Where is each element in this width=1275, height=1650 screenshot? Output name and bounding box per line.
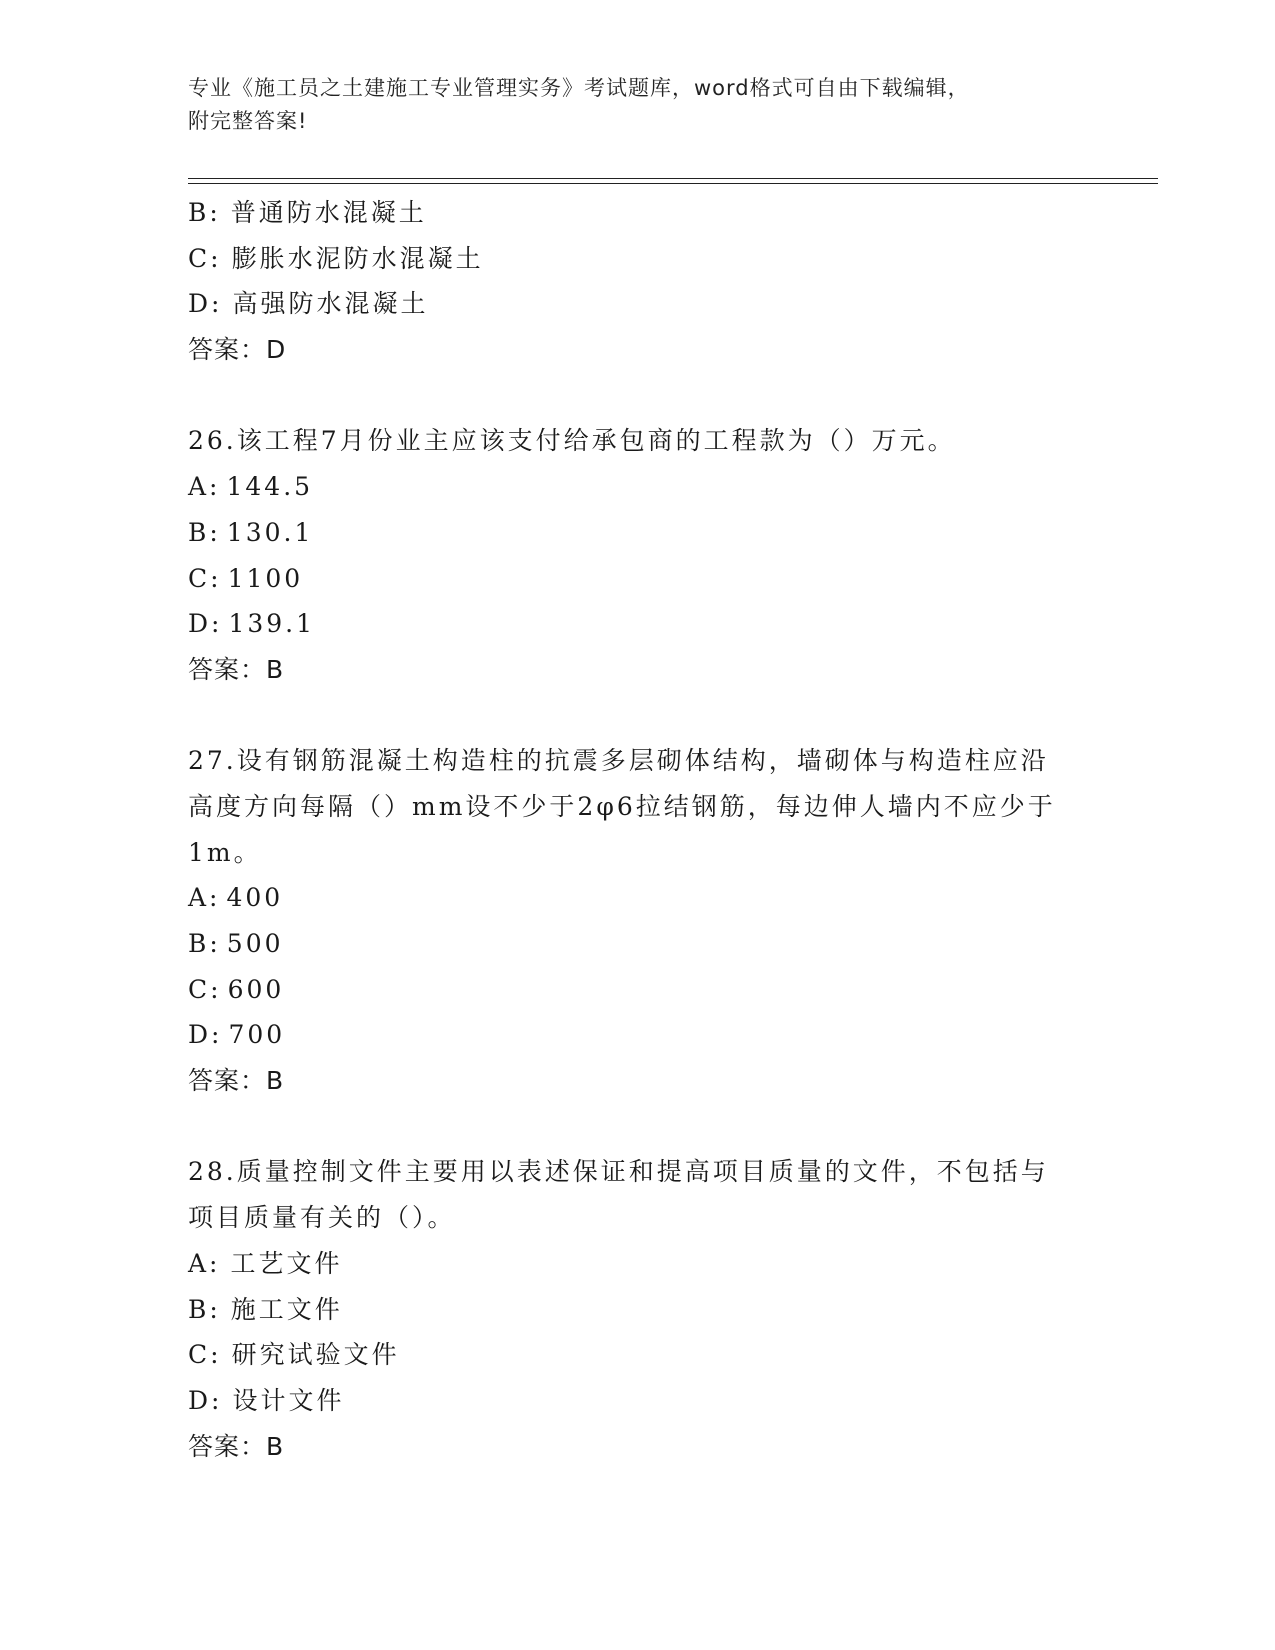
option-c: C: 膨胀水泥防水混凝土: [188, 243, 484, 273]
option-c: C: 研究试验文件: [188, 1340, 400, 1370]
question-text: 26.该工程7月份业主应该支付给承包商的工程款为（）万元。: [188, 426, 956, 456]
option-b: B: 500: [188, 929, 284, 958]
option-a: A: 工艺文件: [188, 1248, 343, 1278]
spacer: [188, 373, 1088, 419]
spacer: [188, 1104, 1088, 1150]
option-b: B: 普通防水混凝土: [188, 198, 427, 227]
option-d: D: 700: [188, 1020, 286, 1050]
option-b: B: 施工文件: [188, 1294, 343, 1324]
answer-line: 答案：B: [188, 1066, 285, 1096]
question-block-28: [188, 1149, 1088, 1469]
question-text-line-1: 27.设有钢筋混凝土构造柱的抗震多层砌体结构，墙砌体与构造柱应沿: [188, 746, 1049, 776]
option-a: A: 144.5: [188, 472, 314, 502]
question-block-prev: [188, 190, 1088, 373]
question-text-line-2: 项目质量有关的（）。: [188, 1203, 456, 1233]
question-text-line-3: 1m。: [188, 837, 262, 867]
header-line-1: 专业《施工员之土建施工专业管理实务》考试题库，word格式可自由下载编辑，: [188, 76, 970, 100]
option-d: D: 高强防水混凝土: [188, 289, 429, 319]
spacer: [188, 693, 1088, 739]
header-divider-bottom: [188, 183, 1158, 184]
answer-line: 答案：B: [188, 654, 285, 684]
question-block-27: [188, 738, 1088, 1104]
question-text-line-1: 28.质量控制文件主要用以表述保证和提高项目质量的文件，不包括与: [188, 1157, 1049, 1187]
answer-line: 答案：D: [188, 335, 287, 365]
option-b: B: 130.1: [188, 517, 314, 547]
document-header: [188, 72, 1088, 138]
question-list: [188, 190, 1088, 1469]
header-line-2: 附完整答案!: [188, 109, 308, 133]
header-divider-top: [188, 178, 1158, 179]
option-d: D: 设计文件: [188, 1385, 345, 1415]
question-text-line-2: 高度方向每隔（）mm设不少于2φ6拉结钢筋，每边伸人墙内不应少于: [188, 791, 1056, 821]
option-d: D: 139.1: [188, 609, 316, 639]
option-c: C: 1100: [188, 563, 304, 593]
answer-line: 答案：B: [188, 1431, 285, 1461]
option-c: C: 600: [188, 974, 285, 1004]
question-block-26: [188, 418, 1088, 692]
option-a: A: 400: [188, 883, 284, 913]
